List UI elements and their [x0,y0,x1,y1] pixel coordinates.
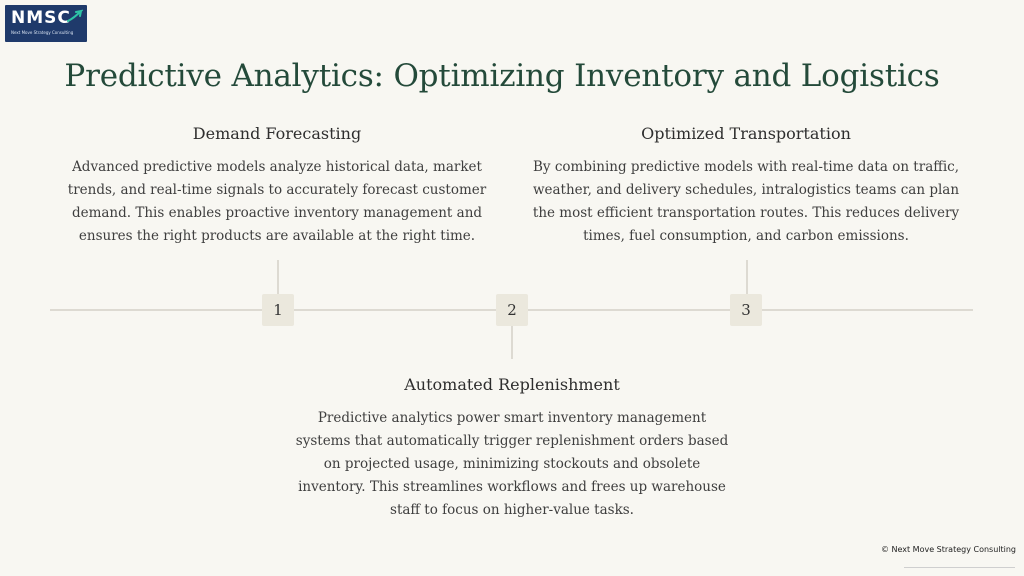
timeline-connector [746,260,748,295]
step-description: Predictive analytics power smart inventory management systems that automatically trigger replenishment orders based on projected usage, minimizing stockouts and obsolete inventory. This streamlines workflows and frees up warehouse staff to focus on higher-value tasks. [295,410,729,518]
step-heading: Demand Forecasting [192,124,362,143]
step-marker-3: 3 [730,294,762,326]
timeline-connector [511,325,513,359]
logo-tagline: Next Move Strategy Consulting [11,30,74,35]
footer-divider [904,567,1015,568]
page-title: Predictive Analytics: Optimizing Inventory and Logistics [64,58,940,94]
company-logo [5,5,87,42]
copyright-notice: © Next Move Strategy Consulting [880,545,1016,554]
step-marker-2: 2 [496,294,528,326]
step-automated-replenishment [292,375,732,522]
step-marker-1: 1 [262,294,294,326]
step-heading: Optimized Transportation [641,124,851,143]
step-description: Advanced predictive models analyze historical data, market trends, and real-time signals to accurately forecast customer demand. This enables proactive inventory management and ensures the right products are available at the right time. [67,159,487,244]
step-heading: Automated Replenishment [404,375,620,394]
step-demand-forecasting [62,124,492,248]
logo-text: NMSC [11,8,71,28]
step-description: By combining predictive models with real-time data on traffic, weather, and delivery schedules, intralogistics teams can plan the most efficient transportation routes. This reduces delivery times, fuel consumption, and carbon emissions. [532,159,960,244]
logo-swoosh-icon [67,9,83,23]
timeline-connector [277,260,279,295]
step-optimized-transportation [530,124,962,248]
